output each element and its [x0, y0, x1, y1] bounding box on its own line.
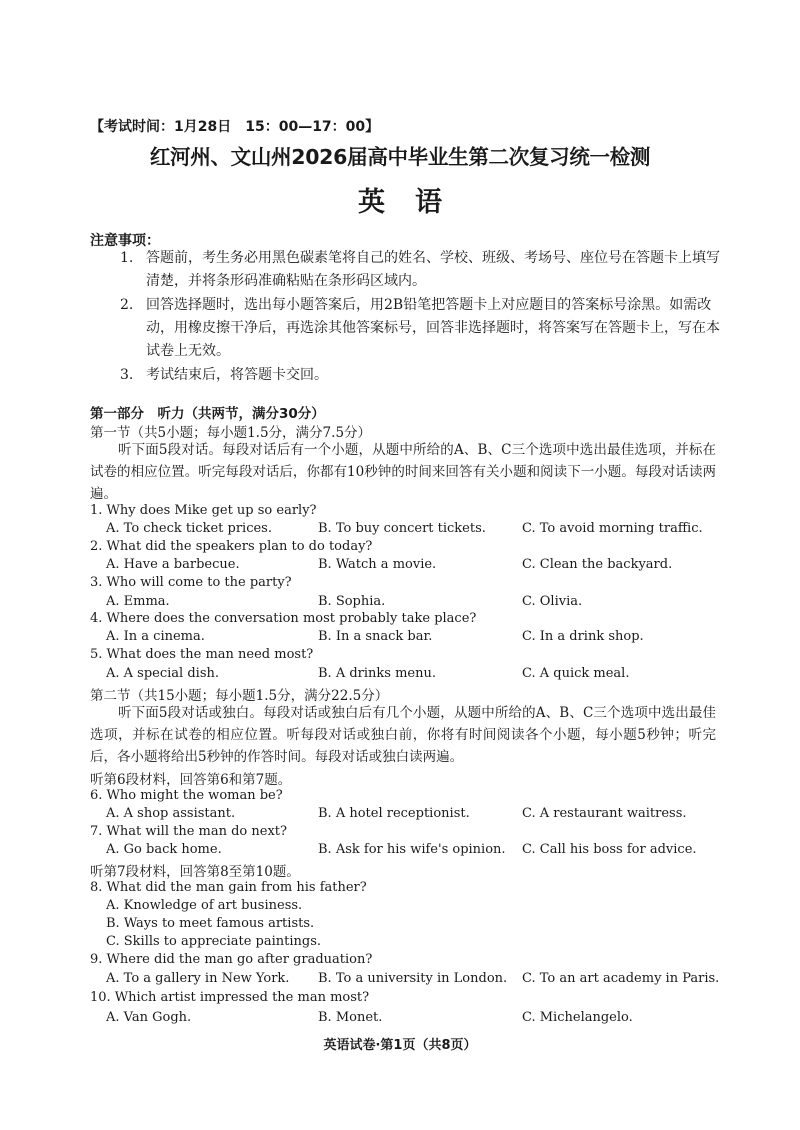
exam-time: 【考试时间：1月28日 15：00—17：00】	[90, 119, 380, 135]
material-instruction: 听第6段材料，回答第6和第7题。	[90, 772, 292, 788]
option-b: B. In a snack bar.	[318, 629, 433, 644]
note-number: 2.	[120, 297, 134, 313]
option-a: A. In a cinema.	[106, 629, 205, 644]
question-stem: 9. Where did the man go after graduation?	[90, 952, 373, 967]
option-a: A. Have a barbecue.	[106, 557, 240, 572]
option-c: C. A quick meal.	[522, 666, 630, 681]
question-stem: 8. What did the man gain from his father?	[90, 880, 367, 895]
option-c: C. Olivia.	[522, 594, 583, 609]
section2-instructions: 听下面5段对话或独白。每段对话或独白后有几个小题，从题中所给的A、B、C三个选项中选出最佳选项，并标在试卷的相应位置。听每段对话或独白前，你将有时间阅读各个小题，每小题5秒钟；听完后，各小题将给出5秒钟的作答时间。每段对话或独白读两遍。	[90, 705, 716, 765]
section1-heading: 第一节（共5小题；每小题1.5分，满分7.5分）	[90, 425, 372, 441]
option-b: B. Ask for his wife's opinion.	[318, 842, 506, 857]
note-item	[122, 364, 722, 387]
question-stem: 2. What did the speakers plan to do today?	[90, 539, 373, 554]
option-b: B. Ways to meet famous artists.	[106, 916, 315, 931]
option-c: C. To avoid morning traffic.	[522, 521, 703, 536]
section1-instructions: 听下面5段对话。每段对话后有一个小题，从题中所给的A、B、C三个选项中选出最佳选项，并标在试卷的相应位置。听完每段对话后，你都有10秒钟的时间来回答有关小题和阅读下一小题。每段对话读两遍。	[90, 442, 716, 502]
option-a: A. A special dish.	[106, 666, 219, 681]
question-stem: 7. What will the man do next?	[90, 824, 287, 839]
question-stem: 6. Who might the woman be?	[90, 788, 283, 803]
option-a: A. Van Gogh.	[106, 1010, 192, 1025]
option-b: B. A hotel receptionist.	[318, 806, 470, 821]
option-a: A. To check ticket prices.	[106, 521, 272, 536]
question-stem: 3. Who will come to the party?	[90, 575, 292, 590]
option-a: A. Emma.	[106, 594, 170, 609]
option-c: C. To an art academy in Paris.	[522, 971, 720, 986]
exam-title: 红河州、文山州2026届高中毕业生第二次复习统一检测	[149, 145, 651, 169]
note-number: 1.	[120, 250, 134, 266]
option-a: A. Knowledge of art business.	[106, 898, 303, 913]
question-stem: 1. Why does Mike get up so early?	[90, 503, 317, 518]
option-a: A. A shop assistant.	[106, 806, 236, 821]
option-a: A. Go back home.	[106, 842, 222, 857]
subject-title: 英语	[358, 187, 472, 218]
option-c: C. Call his boss for advice.	[522, 842, 697, 857]
note-item	[122, 247, 722, 293]
note-text: 答题前，考生务必用黑色碳素笔将自己的姓名、学校、班级、考场号、座位号在答题卡上填写清楚，并将条形码准确粘贴在条形码区域内。	[146, 250, 720, 289]
option-b: B. Watch a movie.	[318, 557, 437, 572]
option-b: B. Monet.	[318, 1010, 383, 1025]
option-c: C. A restaurant waitress.	[522, 806, 687, 821]
option-a: A. To a gallery in New York.	[106, 971, 290, 986]
option-b: B. To buy concert tickets.	[318, 521, 486, 536]
section2-heading: 第二节（共15小题；每小题1.5分，满分22.5分）	[90, 688, 389, 704]
question-stem: 5. What does the man need most?	[90, 647, 314, 662]
note-item	[122, 294, 722, 363]
option-c: C. Clean the backyard.	[522, 557, 673, 572]
option-b: B. Sophia.	[318, 594, 386, 609]
option-b: B. A drinks menu.	[318, 666, 436, 681]
note-number: 3.	[120, 367, 134, 383]
page-footer: 英语试卷·第1页（共8页）	[323, 1038, 477, 1053]
option-c: C. Michelangelo.	[522, 1010, 633, 1025]
note-text: 考试结束后，将答题卡交回。	[146, 367, 328, 383]
question-stem: 10. Which artist impressed the man most?	[90, 990, 370, 1005]
material-instruction: 听第7段材料，回答第8至第10题。	[90, 864, 300, 880]
question-stem: 4. Where does the conversation most probably take place?	[90, 611, 477, 626]
note-text: 回答选择题时，选出每小题答案后，用2B铅笔把答题卡上对应题目的答案标号涂黑。如需改动，用橡皮擦干净后，再选涂其他答案标号，回答非选择题时，将答案写在答题卡上，写在本试卷上无效。	[146, 297, 720, 359]
option-b: B. To a university in London.	[318, 971, 508, 986]
part1-heading: 第一部分 听力（共两节，满分30分）	[90, 406, 325, 422]
option-c: C. In a drink shop.	[522, 629, 644, 644]
option-c: C. Skills to appreciate paintings.	[106, 934, 322, 949]
notes-heading: 注意事项：	[90, 233, 160, 249]
